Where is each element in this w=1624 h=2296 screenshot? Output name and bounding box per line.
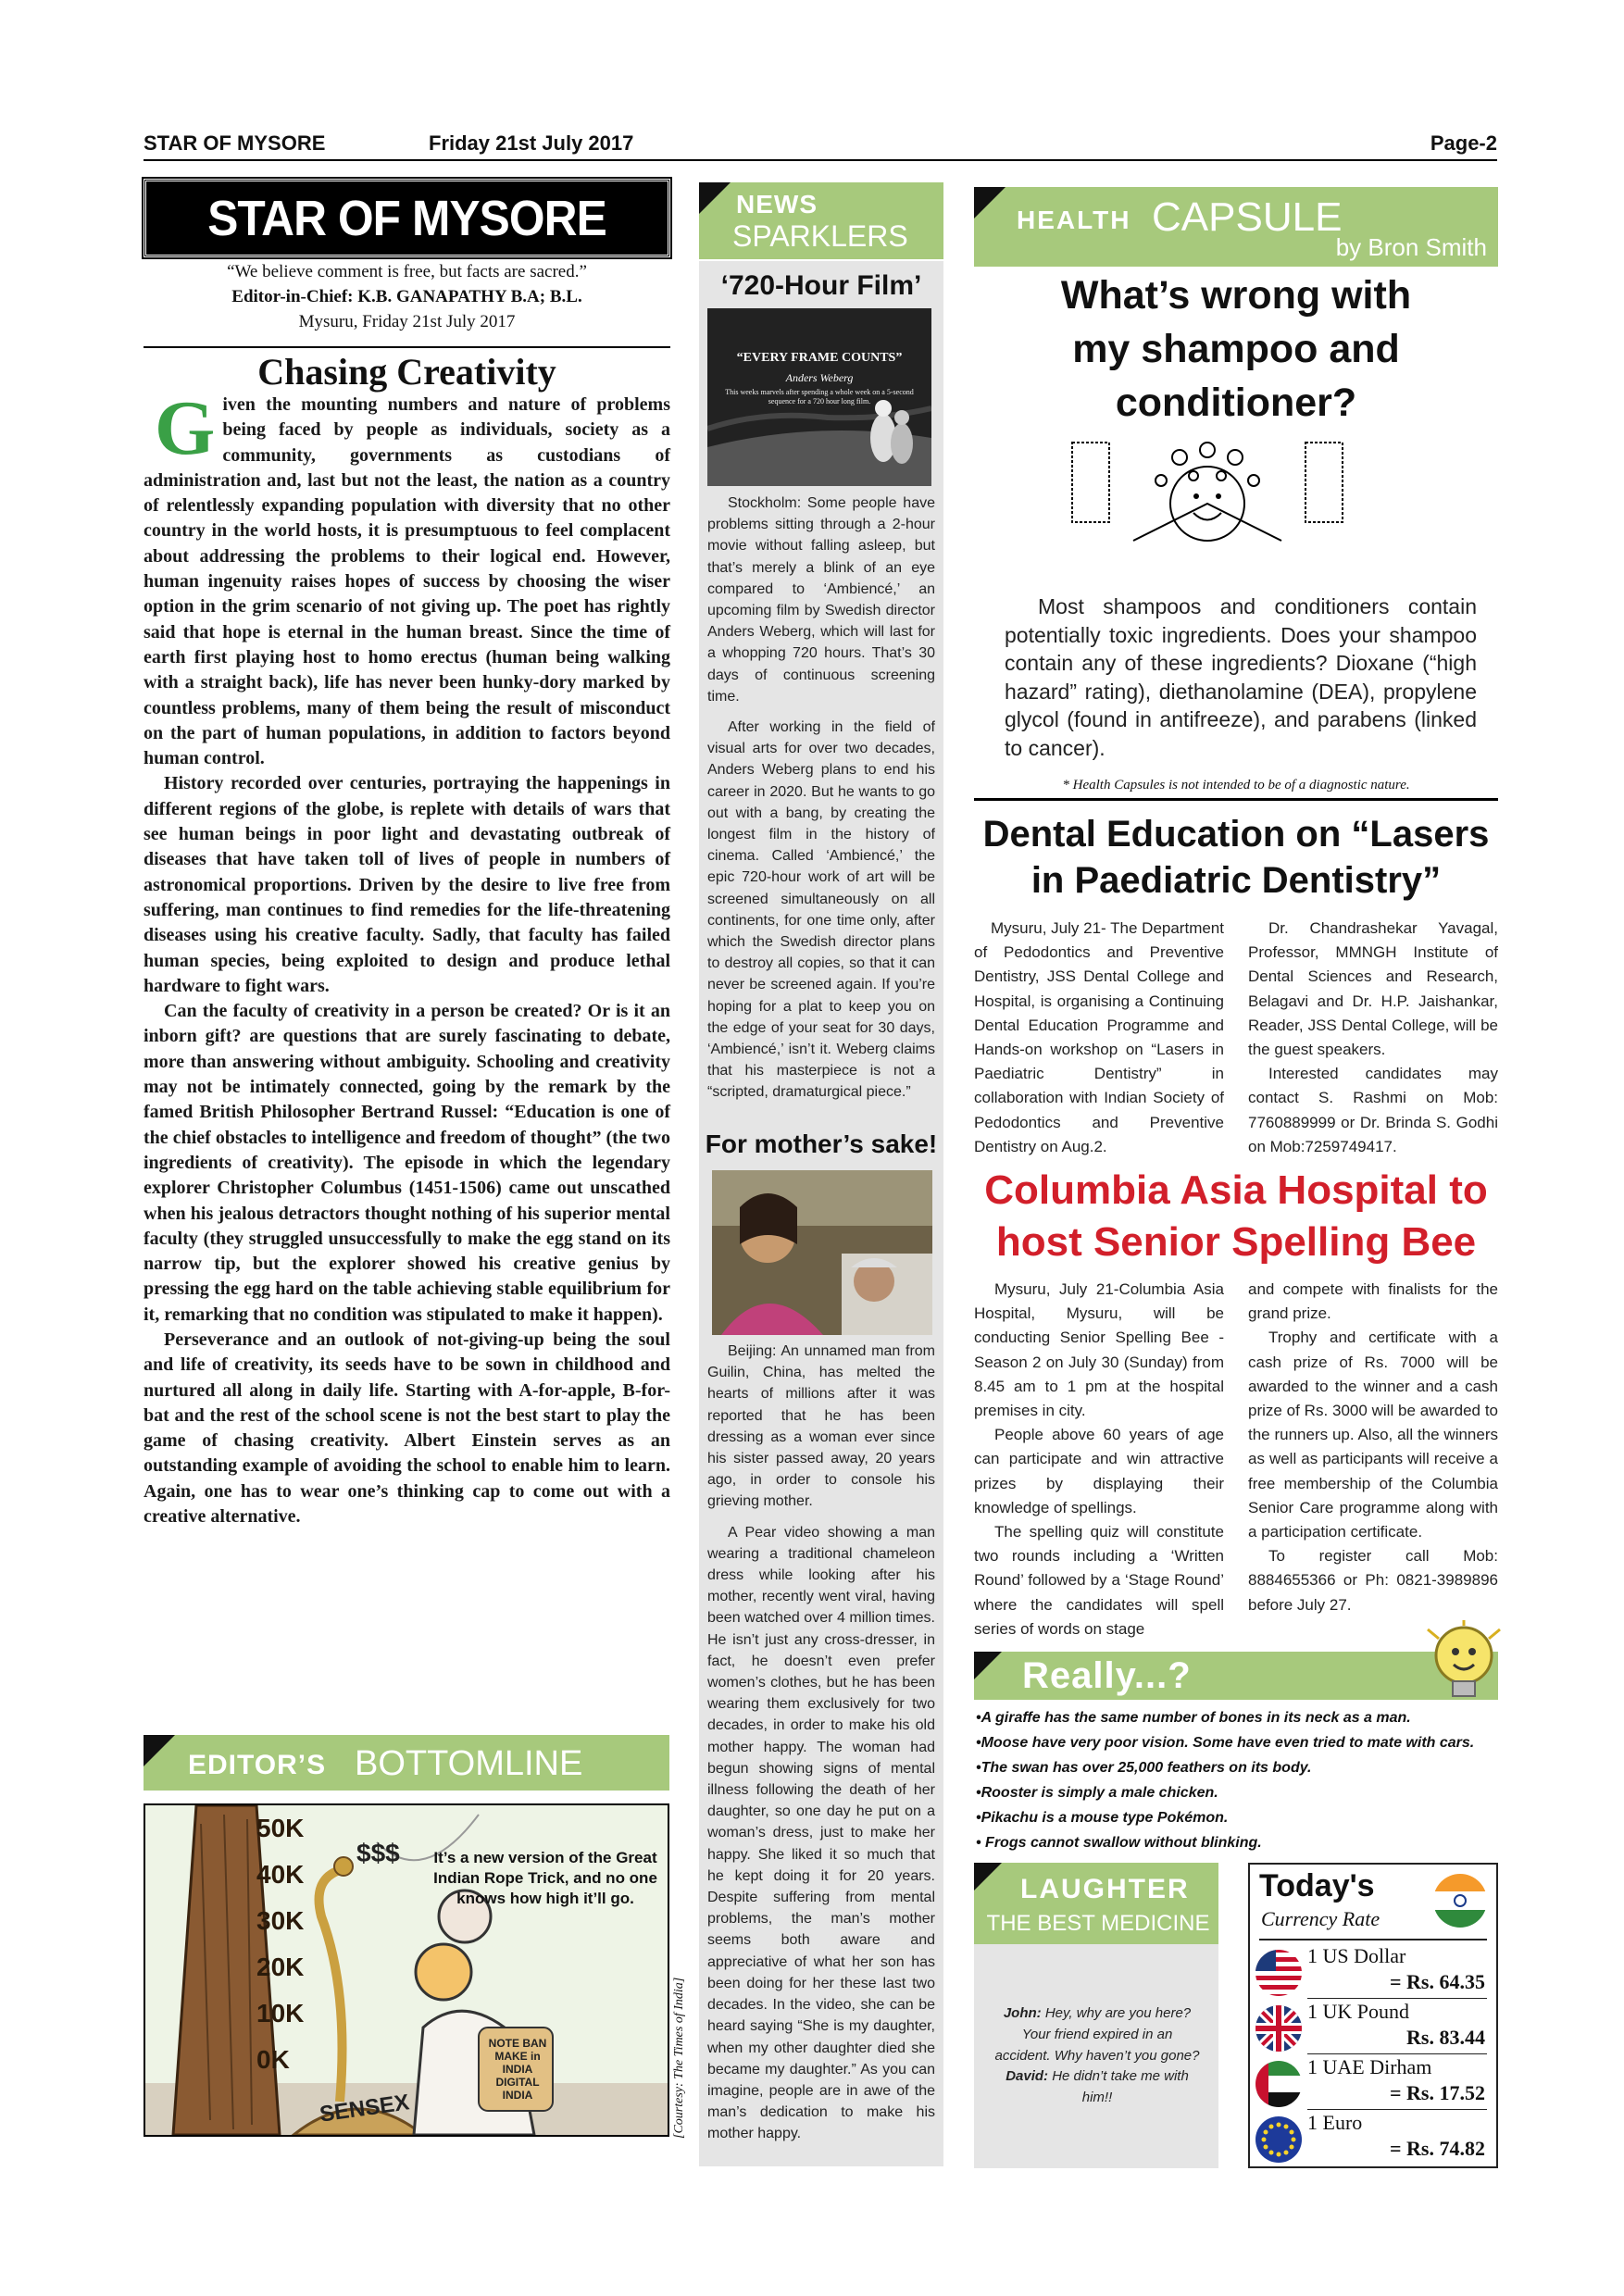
dental-column-1: Mysuru, July 21- The Department of Pedodontics and Preventive Dentistry, JSS Dental College and Hospital, is organising a Continuing Dental Education Programme and Hands-on workshop on “Lasers in Paediatric Dentistry” in collaboration with Indian Society of Pedodontics and Preventive Dentistry on Aug.2. [974, 919, 1224, 1155]
bottomline-label-editors: EDITOR’S [188, 1750, 327, 1780]
india-flag-icon [1431, 1872, 1489, 1929]
health-label-capsule: CAPSULE [1152, 194, 1343, 240]
currency-title: Today's [1259, 1868, 1375, 1903]
header-date: Friday 21st July 2017 [429, 131, 634, 155]
laughter-sublabel: THE BEST MEDICINE [986, 1911, 1210, 1936]
spelling-intro: Mysuru, July 21-Columbia Asia Hospital, Mysuru, will be conducting Senior Spelling Bee - Season 2 on July 30 (Sunday) from 8.45 am to 1 pm at the hospital premises in city. [974, 1280, 1224, 1420]
header-paper-name: STAR OF MYSORE [144, 131, 326, 155]
really-fact: • Frogs cannot swallow without blinking. [976, 1835, 1262, 1851]
bottomline-label-bottomline: BOTTOMLINE [355, 1744, 583, 1783]
editorial-paragraph-3: Can the faculty of creativity in a person be created? Or is it an inborn gift? are questions that are surely fascinating to debate, more than answering without ambiguity. Schooling and creativity may not be intimately connected, going by the remark by the famed British Philosopher Bertrand Russel: “Education is one of the chief obstacles to intelligence and freedom of thought” (the two ingredients of creativity). The episode in which the legendary explorer Christopher Columbus (1451-1506) came out unscathed when his jealous detractors thought nothing of his superior mental faculty (they struggled unsuccessfully to make the egg stand on its narrow tip, but the explorer showed his creative genius by pressing the egg hard on the table achieving stable equilibrium for it, remarking that no condition was stipulated to make it happen). [144, 1001, 670, 1325]
spelling-continuation: and compete with finalists for the grand prize. [1248, 1280, 1498, 1323]
running-header [144, 131, 1497, 161]
corner-mark-icon [144, 1735, 175, 1766]
laughter-label: LAUGHTER [1020, 1874, 1190, 1904]
story2-paragraph-2: A Pear video showing a man wearing a traditional chameleon dress while looking after his mother, recently went viral, having been watched over 4 million times. He isn’t just any cross-dresser, in fact, he doesn’t even prefer women’s clothes, but he has been wearing them exclusively for two decades, in order to make his old mother happy. The woman had begun showing signs of mental illness following the death of her daughter, so one day he put on a woman’s dress, just to make her happy. She liked it so much that he kept doing it for 20 years. Despite suffering from mental problems, the man’s mother seems both aware and appreciative of what her son has been doing for her these last two decades. In the video, she can be heard saying “She is my daughter, when my other daughter died she became my daughter.” As you can imagine, people are in awe of the man’s dedication to make his mother happy. [707, 1524, 935, 2142]
poster-director: Anders Weberg [785, 371, 854, 384]
cartoon-bag-label: NOTE BAN MAKE in INDIA DIGITAL INDIA [488, 2037, 547, 2102]
currency-box [1248, 1863, 1498, 2168]
health-byline: by Bron Smith [1335, 233, 1487, 261]
currency-name: 1 Euro [1307, 2111, 1363, 2134]
currency-underline [1307, 2109, 1487, 2110]
uk-flag-icon [1254, 2003, 1304, 2053]
cartoon-axis-label: 50K [256, 1814, 305, 1842]
health-label-health: HEALTH [1017, 206, 1131, 234]
cartoon-basket-label: SENSEX [318, 2090, 411, 2128]
sparklers-story2-body [707, 1341, 935, 2145]
cartoon-axis-label: 0K [256, 2045, 290, 2074]
currency-name: 1 UK Pound [1307, 2000, 1410, 2023]
dental-contact: Interested candidates may contact S. Rashmi on Mob: 7760889999 or Dr. Brinda S. Godhi on Mob:7259749417. [1248, 1065, 1498, 1155]
cartoon-axis-label: 20K [256, 1953, 305, 1981]
health-title: What’s wrong with my shampoo and conditioner? [1060, 273, 1412, 425]
spelling-title: Columbia Asia Hospital to host Senior Spelling Bee [984, 1167, 1488, 1265]
currency-row-divider [1259, 1939, 1487, 1940]
editorial-dropcap: G [155, 385, 216, 471]
masthead-rule [144, 346, 670, 348]
really-fact: •Moose have very poor vision. Some have even tried to mate with cars. [976, 1735, 1475, 1751]
laughter-banner [974, 1863, 1218, 1944]
joke-speaker-david: David: [1006, 2068, 1049, 2085]
health-banner [974, 187, 1498, 267]
spelling-prizes: Trophy and certificate with a cash prize of Rs. 7000 will be awarded to the winner and a cash prize of Rs. 3000 will be awarded to the runners up. Also, all the winners as well as participants will receive a free membership of the Columbia Senior Care programme along with a participation certificate. [1248, 1329, 1498, 1541]
currency-value: Rs. 83.44 [1406, 2026, 1485, 2049]
spelling-column-2 [1248, 1278, 1498, 1617]
editorial-title: Chasing Creativity [257, 351, 556, 393]
joke-answer: He didn’t take me with him!! [1052, 2068, 1189, 2106]
corner-mark-icon [699, 182, 731, 214]
editorial-cartoon [144, 1803, 669, 2137]
currency-subtitle: Currency Rate [1261, 1907, 1380, 1930]
really-label: Really...? [1022, 1655, 1192, 1696]
cartoon-axis-label: 40K [256, 1860, 305, 1889]
story1-paragraph-2: After working in the field of visual arts for over two decades, Anders Weberg plans to end his career in 2020. But he wants to go out with a bang, by creating the longest film in the history of cinema. Called ‘Ambiencé,’ the epic 720-hour work of art will be screened simultaneously on all continents, for one time only, after which the Swedish director plans to destroy all copies, so that it can never be screened again. If you’re hoping for a plat to keep you on the edge of your seat for 30 days, ‘Ambiencé,’ isn’t it. Weberg claims that his masterpiece is not a “scripted, dramaturgical piece.” [707, 719, 935, 1101]
dental-speakers: Dr. Chandrashekar Yavagal, Professor, MMNGH Institute of Dental Sciences and Research, Belagavi and Dr. H.P. Jaishankar, Reader, JSS Dental College, will be the guest speakers. [1248, 919, 1498, 1059]
sparklers-story1-title: ‘720-Hour Film’ [720, 270, 922, 301]
masthead-dateline: Mysuru, Friday 21st July 2017 [298, 312, 516, 331]
spelling-eligibility: People above 60 years of age can participate and win attractive prizes by displaying their knowledge of spellings. [974, 1426, 1224, 1516]
cartoon-axis-label: 30K [256, 1906, 305, 1935]
currency-underline [1307, 2053, 1487, 2054]
really-fact: •Rooster is simply a male chicken. [976, 1785, 1218, 1801]
corner-mark-icon [974, 1652, 1002, 1679]
dental-column-2 [1248, 917, 1498, 1159]
sparklers-story2-title: For mother’s sake! [705, 1129, 938, 1158]
corner-mark-icon [974, 1863, 1002, 1890]
film-poster [707, 308, 931, 486]
currency-value: = Rs. 17.52 [1390, 2081, 1485, 2104]
sparklers-story1-body [707, 493, 935, 1104]
bottomline-banner [144, 1735, 669, 1791]
joke-speaker-john: John: [1003, 2005, 1042, 2021]
currency-name: 1 UAE Dirham [1307, 2055, 1432, 2078]
cartoon-courtesy: [Courtesy: The Times of India] [672, 1977, 686, 2139]
masthead-logo [144, 179, 670, 257]
spelling-register: To register call Mob: 8884655366 or Ph: 0821-3989896 before July 27. [1248, 1547, 1498, 1614]
really-fact: •Pikachu is a mouse type Pokémon. [976, 1810, 1229, 1826]
poster-tagline: “EVERY FRAME COUNTS” [736, 351, 903, 365]
shampoo-illustration [1068, 439, 1346, 554]
editorial-paragraph-4: Perseverance and an outlook of not-giving-up being the soul and life of creativity, its seeds have to be sown in childhood and nurtured all along in daily life. Starting with A-for-apple, B-for-bat and the rest of the school scene is not the best start to play the game of chasing creativity. Albert Einstein serves as an outstanding example of avoiding the school to enable him to learn. Again, one has to wear one’s thinking cap to come out with a creative alternative. [144, 1329, 670, 1528]
cartoon-axis [256, 1805, 305, 2083]
us-flag-icon [1254, 1948, 1304, 1998]
spelling-column-1 [974, 1278, 1224, 1641]
eu-flag-icon [1254, 2115, 1304, 2165]
masthead-motto: “We believe comment is free, but facts are sacred.” [227, 262, 587, 281]
spelling-rounds: The spelling quiz will constitute two rounds including a ‘Written Round’ followed by a ‘Stage Round’ where the candidates will spell series of words on stage [974, 1523, 1224, 1638]
joke-question: Hey, why are you here? Your friend expired in an accident. Why haven’t you gone? [994, 2005, 1200, 2064]
currency-value: = Rs. 74.82 [1390, 2137, 1485, 2160]
mother-photo [712, 1170, 932, 1335]
currency-value: = Rs. 64.35 [1390, 1970, 1485, 1993]
cartoon-money-label: $$$ [356, 1839, 400, 1867]
really-fact: •A giraffe has the same number of bones in its neck as a man. [976, 1710, 1411, 1726]
dental-title: Dental Education on “Lasers in Paediatric Dentistry” [982, 814, 1490, 901]
currency-name: 1 US Dollar [1307, 1944, 1406, 1967]
masthead-editor: Editor-in-Chief: K.B. GANAPATHY B.A; B.L. [231, 287, 582, 306]
sparklers-label-sparklers: SPARKLERS [732, 219, 908, 253]
laughter-joke [993, 2003, 1202, 2109]
mother-photo-art [712, 1170, 932, 1335]
cartoon-axis-label: 10K [256, 1999, 305, 2028]
story2-paragraph-1: Beijing: An unnamed man from Guilin, China, has melted the hearts of millions after it was reported that he has been dressing as a woman ever since his sister passed away, 20 years ago, in order to console his grieving mother. [707, 1343, 935, 1510]
health-body: Most shampoos and conditioners contain potentially toxic ingredients. Does your shampoo contain any of these ingredients? Dioxane (“high hazard” rating), diethanolamine (DEA), propylene glycol (found in antifreeze), and parabens (linked to cancer). [1005, 594, 1477, 760]
story1-paragraph-1: Stockholm: Some people have problems sitting through a 2-hour movie without falling asleep, but that’s merely a blink of an eye compared to ‘Ambiencé,’ an upcoming film by Swedish director Anders Weberg, which will last for a whopping 720 hours. That’s 30 days of continuous screening time. [707, 495, 935, 705]
editorial-body [144, 385, 670, 1529]
editorial-paragraph-1: iven the mounting numbers and nature of problems being faced by people as individuals, society as a community, governments as custodians of administration and, last but not the least, the nation as a country of relentlessly expanding population with diversity that no other country in the world hosts, it is presumptuous to feel complacent about addressing the problems to their logical end. However, human ingenuity raises hopes of success by choosing the wiser option in the grim scenario of not giving up. The poet has rightly said that hope is eternal in the human breast. Since the time of earth first playing host to homo erectus (human being walking with a straight back), life has never been hunky-dory marked by countless problems, many of them being the result of misconduct on the part of human populations, in addition to factors beyond human control. [144, 394, 670, 769]
currency-underline [1307, 1998, 1487, 1999]
shampoo-sketch [1068, 439, 1346, 554]
uae-flag-icon [1254, 2059, 1304, 2109]
masthead-logo-text: STAR OF MYSORE [207, 191, 606, 246]
really-facts [976, 1709, 1494, 1859]
poster-blurb: This weeks marvels after spending a whole week on a 5-second sequence for a 720 hour long film. [725, 388, 914, 406]
cartoon-caption: It’s a new version of the Great Indian Rope Trick, and no one knows how high it’ll go. [433, 1849, 657, 1907]
really-fact: •The swan has over 25,000 feathers on its body. [976, 1760, 1312, 1776]
health-disclaimer: * Health Capsules is not intended to be of a diagnostic nature. [1062, 778, 1410, 792]
health-rule [974, 798, 1498, 801]
header-page-number: Page-2 [1430, 131, 1497, 155]
sparklers-label-news: NEWS [736, 190, 818, 218]
really-banner [974, 1652, 1498, 1700]
sparklers-banner [699, 182, 943, 259]
lightbulb-icon [1422, 1620, 1505, 1703]
corner-mark-icon [974, 187, 1006, 218]
editorial-paragraph-2: History recorded over centuries, portraying the happenings in different regions of the globe, is replete with details of wars that see human beings in poor light and devastating outbreak of diseases that have taken toll of lives of people in numbers of astronomical proportions. Driven by the desire to live free from suffering, man continues to find remedies for the life-threatening diseases using his creative faculty. Sadly, that faculty has failed human species, being exploited to design and produce lethal hardware to fight wars. [144, 773, 670, 996]
